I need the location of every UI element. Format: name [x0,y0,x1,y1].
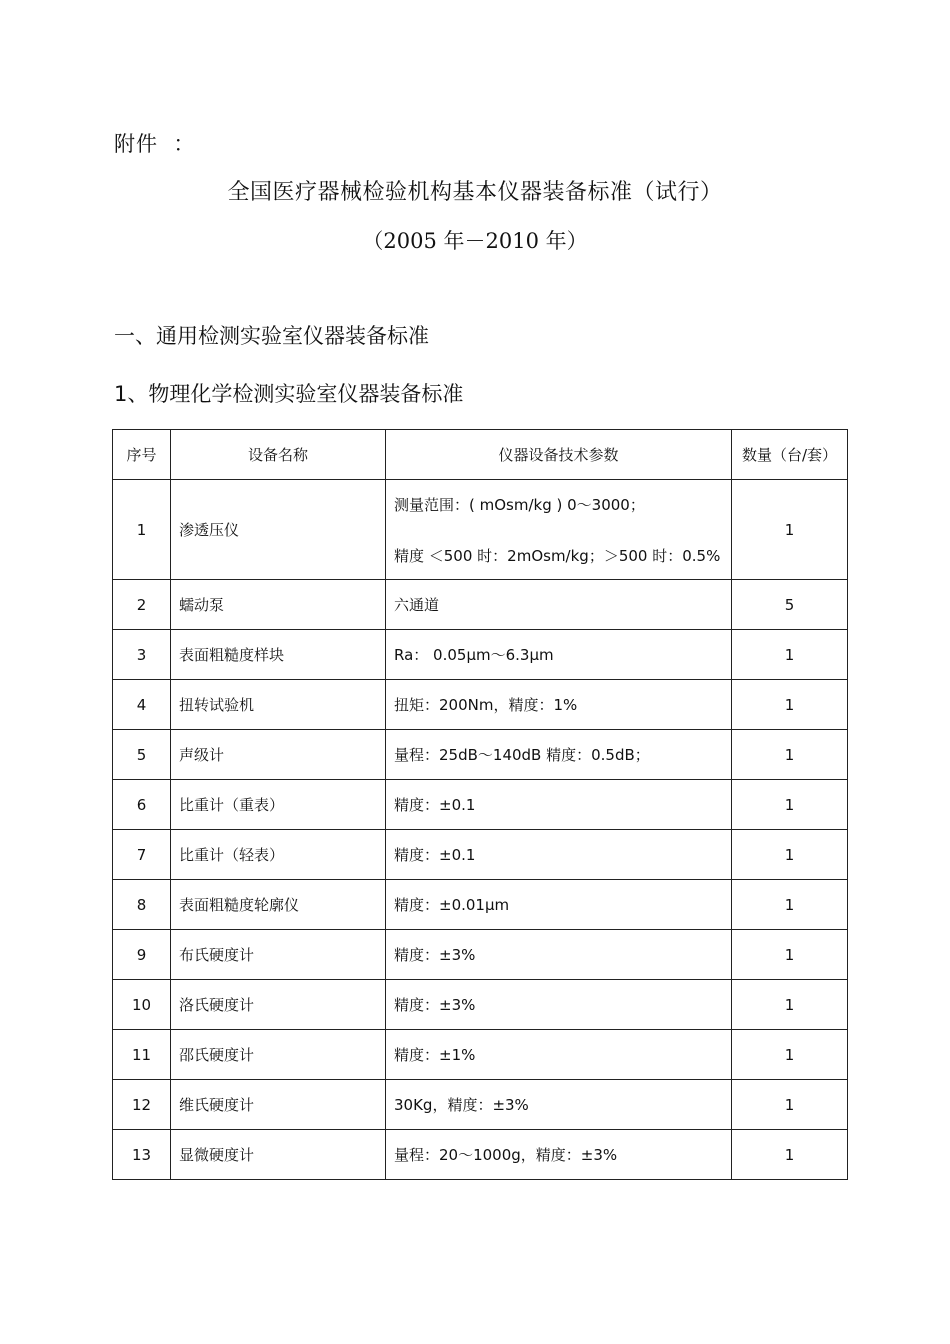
cell-spec [386,730,732,780]
cell-qty: 1 [732,1080,848,1130]
cell-qty: 1 [732,780,848,830]
cell-qty: 1 [732,980,848,1030]
cell-equipment-name: 扭转试验机 [171,680,386,730]
cell-equipment-name: 表面粗糙度轮廓仪 [171,880,386,930]
section-heading: 一、通用检测实验室仪器装备标准 [114,324,429,348]
header-spec: 仪器设备技术参数 [386,430,732,480]
cell-qty: 1 [732,880,848,930]
cell-equipment-name: 表面粗糙度样块 [171,630,386,680]
document-subtitle: （2005 年－2010 年） [362,229,588,253]
header-no: 序号 [113,430,171,480]
spec-line: 量程：20～1000g，精度：±3% [394,1146,618,1164]
cell-equipment-name: 比重计（轻表） [171,830,386,880]
cell-no: 8 [113,880,171,930]
cell-qty: 1 [732,630,848,680]
cell-no: 4 [113,680,171,730]
cell-no: 1 [113,480,171,580]
cell-no: 9 [113,930,171,980]
spec-line: 30Kg，精度：±3% [394,1096,529,1114]
cell-spec [386,830,732,880]
cell-spec [386,1080,732,1130]
cell-no: 6 [113,780,171,830]
cell-spec [386,930,732,980]
table-row [113,1030,848,1080]
cell-equipment-name: 蠕动泵 [171,580,386,630]
cell-qty: 1 [732,680,848,730]
cell-no: 10 [113,980,171,1030]
cell-no: 5 [113,730,171,780]
table-row [113,730,848,780]
spec-line: 扭矩：200Nm，精度：1% [394,696,578,714]
spec-line: 六通道 [394,596,440,614]
cell-qty: 1 [732,830,848,880]
cell-no: 7 [113,830,171,880]
cell-no: 13 [113,1130,171,1180]
cell-spec [386,1130,732,1180]
table-header-row [113,430,848,480]
table-row [113,1130,848,1180]
attachment-label: 附件 ： [114,132,196,156]
cell-qty: 1 [732,1030,848,1080]
cell-spec [386,630,732,680]
cell-equipment-name: 邵氏硬度计 [171,1030,386,1080]
cell-no: 12 [113,1080,171,1130]
equipment-table [112,429,848,1180]
table-row [113,580,848,630]
cell-no: 2 [113,580,171,630]
cell-equipment-name: 比重计（重表） [171,780,386,830]
cell-spec [386,680,732,730]
table-row [113,1080,848,1130]
table-row [113,980,848,1030]
cell-spec [386,880,732,930]
spec-line: 量程：25dB～140dB 精度：0.5dB； [394,746,650,764]
document-title: 全国医疗器械检验机构基本仪器装备标准（试行） [227,180,723,205]
table-row [113,780,848,830]
cell-qty: 1 [732,730,848,780]
spec-line: 测量范围：( mOsm/kg ) 0～3000； [394,495,645,514]
cell-equipment-name: 显微硬度计 [171,1130,386,1180]
cell-spec [386,780,732,830]
header-name: 设备名称 [171,430,386,480]
table-row [113,930,848,980]
spec-line: 精度：±0.01μm [394,896,510,914]
table-row [113,880,848,930]
cell-no: 11 [113,1030,171,1080]
cell-equipment-name: 声级计 [171,730,386,780]
table-row [113,480,848,580]
table-row [113,830,848,880]
cell-equipment-name: 渗透压仪 [171,480,386,580]
subsection-heading: 1、物理化学检测实验室仪器装备标准 [114,382,464,406]
spec-line: 精度：±0.1 [394,796,476,814]
spec-line: Ra： 0.05μm～6.3μm [394,646,554,664]
table-body [113,480,848,1180]
spec-line: 精度：±1% [394,1046,476,1064]
spec-line: 精度：±3% [394,996,476,1014]
cell-spec [386,480,732,580]
cell-equipment-name: 布氏硬度计 [171,930,386,980]
cell-spec [386,980,732,1030]
cell-qty: 1 [732,1130,848,1180]
spec-line: 精度：±3% [394,946,476,964]
table-row [113,630,848,680]
cell-qty: 5 [732,580,848,630]
cell-spec [386,1030,732,1080]
spec-line: 精度：±0.1 [394,846,476,864]
spec-line: 精度 ＜500 时：2mOsm/kg；＞500 时：0.5% [394,546,721,565]
cell-qty: 1 [732,480,848,580]
cell-spec [386,580,732,630]
cell-no: 3 [113,630,171,680]
header-qty: 数量（台/套） [732,430,848,480]
table-row [113,680,848,730]
cell-qty: 1 [732,930,848,980]
cell-equipment-name: 维氏硬度计 [171,1080,386,1130]
cell-equipment-name: 洛氏硬度计 [171,980,386,1030]
